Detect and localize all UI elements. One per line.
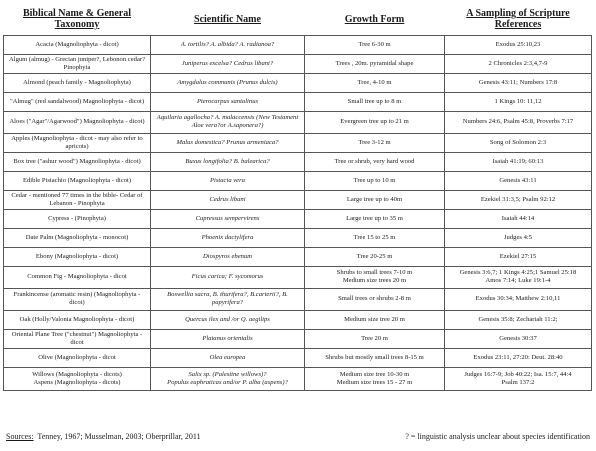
- cell-scripture-refs: Ezekiel 31:3,5; Psalm 92:12: [445, 190, 592, 209]
- cell-scientific-name: Salix sp. (Palestine willows)? Populus euphraticas and/or P. alba (aspens)?: [151, 367, 305, 390]
- cell-scientific-name: Buxus longifolia? B. balearica?: [151, 152, 305, 171]
- table-row: [4, 367, 592, 390]
- cell-growth-form: Evergreen tree up to 21 m: [305, 111, 445, 133]
- legend-note: ? = linguistic analysis unclear about species identification: [405, 432, 590, 441]
- cell-scientific-name: Juniperus excelsa? Cedrus libani?: [151, 54, 305, 73]
- cell-biblical-name: Oriental Plane Tree ("chestnut") Magnoliophyta - dicot: [4, 329, 151, 348]
- cell-scientific-name: Aquilaria agallocha? A. malaccensis (New Testament Aloe vera?or A.saponera?): [151, 111, 305, 133]
- cell-scripture-refs: Exodus 30:34; Matthew 2:10,11: [445, 288, 592, 310]
- cell-scripture-refs: Song of Solomon 2:3: [445, 133, 592, 152]
- cell-biblical-name: Algum (almug) - Grecian juniper?, Lebonon cedar? Pinophyta: [4, 54, 151, 73]
- sources-text: Tenney, 1967; Musselman, 2003; Oberprillar, 2011: [37, 432, 201, 441]
- cell-scientific-name: Pterocarpus santalinus: [151, 92, 305, 111]
- table-row: [4, 54, 592, 73]
- cell-growth-form: Tree or shrub, very hard wood: [305, 152, 445, 171]
- cell-scripture-refs: Genesis 35:8; Zechariah 11:2;: [445, 310, 592, 329]
- cell-biblical-name: Edible Pistachio (Magnoliophyta - dicot): [4, 171, 151, 190]
- table-row: [4, 228, 592, 247]
- cell-biblical-name: Date Palm (Magnoliophyta - monocot): [4, 228, 151, 247]
- table-row: [4, 348, 592, 367]
- cell-scientific-name: Amygdalus communis (Prunus dulcis): [151, 73, 305, 92]
- cell-biblical-name: Almond (peach family - Magnoliophyta): [4, 73, 151, 92]
- cell-growth-form: Medium size tree 20 m: [305, 310, 445, 329]
- cell-growth-form: Tree 6-30 m: [305, 35, 445, 54]
- cell-scientific-name: Boswellia sacra, B. thurifera?, B.carterii?, B. papyrifera?: [151, 288, 305, 310]
- cell-scientific-name: Malus domestica? Prunus armeniaca?: [151, 133, 305, 152]
- cell-biblical-name: Aloes ("Agar"/Agarwood") Magnoliophyta - dicot): [4, 111, 151, 133]
- cell-scientific-name: Cupressus sempervirens: [151, 209, 305, 228]
- cell-scripture-refs: Exodus 25:10,23: [445, 35, 592, 54]
- cell-growth-form: Tree 20-25 m: [305, 247, 445, 266]
- table-row: [4, 247, 592, 266]
- cell-biblical-name: "Almug" (red sandalwood) Magnoliophyta - dicot): [4, 92, 151, 111]
- header-scientific-name: Scientific Name: [151, 4, 305, 35]
- cell-scripture-refs: Judges 16:7-9; Job 40:22; Isa. 15:7, 44:4 Psalm 137:2: [445, 367, 592, 390]
- cell-scripture-refs: 1 Kings 10: 11,12: [445, 92, 592, 111]
- cell-growth-form: Large tree up to 35 m: [305, 209, 445, 228]
- cell-growth-form: Small trees or shrubs 2-8 m: [305, 288, 445, 310]
- table-row: [4, 209, 592, 228]
- table-row: [4, 190, 592, 209]
- table-header-row: [4, 4, 592, 35]
- cell-growth-form: Shrubs but mostly small trees 8-15 m: [305, 348, 445, 367]
- cell-growth-form: Medium size tree 10-30 m Medium size trees 15 - 27 m: [305, 367, 445, 390]
- table-row: [4, 92, 592, 111]
- header-growth-form: Growth Form: [305, 4, 445, 35]
- table-row: [4, 73, 592, 92]
- cell-scripture-refs: Genesis 30:37: [445, 329, 592, 348]
- cell-scripture-refs: Judges 4:5: [445, 228, 592, 247]
- table-row: [4, 35, 592, 54]
- cell-growth-form: Tree 20 m: [305, 329, 445, 348]
- table-body: [4, 35, 592, 390]
- cell-scripture-refs: Ezekiel 27:15: [445, 247, 592, 266]
- cell-scientific-name: A. tortilis? A. albida? A. radianoa?: [151, 35, 305, 54]
- cell-growth-form: Small tree up to 8 m: [305, 92, 445, 111]
- cell-growth-form: Tree 15 to 25 m: [305, 228, 445, 247]
- table-row: [4, 266, 592, 288]
- cell-biblical-name: Frankincense (aromatic resin) (Magnoliophyta - dicot): [4, 288, 151, 310]
- cell-scientific-name: Olea europea: [151, 348, 305, 367]
- plant-reference-document: [3, 4, 591, 391]
- header-scripture-references: A Sampling of Scripture References: [445, 4, 592, 35]
- cell-biblical-name: Acacia (Magnoliophyta - dicot): [4, 35, 151, 54]
- cell-scripture-refs: Genesis 3:6,7; 1 Kings 4:25;1 Samuel 25:18 Amos 7:14; Luke 19:1-4: [445, 266, 592, 288]
- cell-scientific-name: Phoenix dactylifera: [151, 228, 305, 247]
- cell-scripture-refs: 2 Chronicles 2:3,4,7-9: [445, 54, 592, 73]
- table-row: [4, 310, 592, 329]
- sources-line: [6, 432, 201, 442]
- cell-biblical-name: Cypress - (Pinophyta): [4, 209, 151, 228]
- cell-biblical-name: Olive (Magnoliophyta - dicot: [4, 348, 151, 367]
- cell-biblical-name: Willows (Magnoliophyta - dicots) Aspens (Magnoliophyta - dicots): [4, 367, 151, 390]
- sources-label: Sources:: [6, 432, 34, 441]
- cell-scripture-refs: Isaiah 44:14: [445, 209, 592, 228]
- table-row: [4, 152, 592, 171]
- cell-growth-form: Tree, 4-10 m: [305, 73, 445, 92]
- cell-biblical-name: Box tree ("ashur wood") Magnoliophyta - dicot): [4, 152, 151, 171]
- cell-growth-form: Tree up to 10 m: [305, 171, 445, 190]
- table-row: [4, 288, 592, 310]
- cell-growth-form: Tree 3-12 m: [305, 133, 445, 152]
- cell-scientific-name: Platanus orientalis: [151, 329, 305, 348]
- cell-scientific-name: Ficus carica; F. sycomorus: [151, 266, 305, 288]
- cell-scientific-name: Quercus ilex and /or Q. aegilips: [151, 310, 305, 329]
- cell-scripture-refs: Genesis 43:11: [445, 171, 592, 190]
- cell-scripture-refs: Exodus 23:11, 27:20: Deut. 28:40: [445, 348, 592, 367]
- table-row: [4, 133, 592, 152]
- cell-scientific-name: Diospyros ebenum: [151, 247, 305, 266]
- cell-growth-form: Large tree up to 40m: [305, 190, 445, 209]
- header-biblical-name: Biblical Name & General Taxonomy: [4, 4, 151, 35]
- cell-scripture-refs: Isaiah 41:19; 60:13: [445, 152, 592, 171]
- plant-table: [3, 4, 592, 391]
- cell-scripture-refs: Numbers 24:6, Psalm 45:8, Proverbs 7:17: [445, 111, 592, 133]
- table-row: [4, 171, 592, 190]
- cell-biblical-name: Ebony (Magnoliophyta - dicot): [4, 247, 151, 266]
- table-row: [4, 329, 592, 348]
- cell-scripture-refs: Genesis 43:11; Numbers 17:8: [445, 73, 592, 92]
- cell-biblical-name: Cedar - mentioned 77 times in the bible- Cedar of Lebanon - Pinophyta: [4, 190, 151, 209]
- cell-scientific-name: Cedrus libani: [151, 190, 305, 209]
- cell-growth-form: Shrubs to small trees 7-10 m Medium size trees 20 m: [305, 266, 445, 288]
- cell-biblical-name: Apples (Magnoliophyta - dicot - may also refer to apricots): [4, 133, 151, 152]
- cell-biblical-name: Common Fig - Magnoliophyta - dicot: [4, 266, 151, 288]
- cell-growth-form: Trees , 20m. pyramidal shape: [305, 54, 445, 73]
- table-row: [4, 111, 592, 133]
- cell-scientific-name: Pistacia vera: [151, 171, 305, 190]
- cell-biblical-name: Oak (Holly/Valonia Magnoliophyta - dicot): [4, 310, 151, 329]
